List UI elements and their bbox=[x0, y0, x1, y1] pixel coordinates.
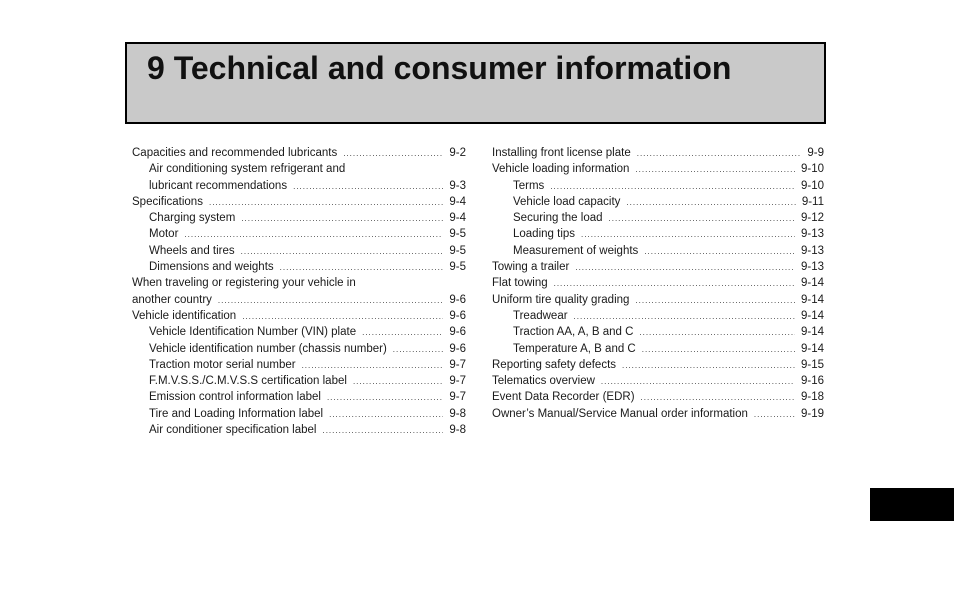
toc-leader-dots bbox=[635, 293, 795, 309]
toc-leader-dots bbox=[353, 374, 443, 390]
toc-leader-dots bbox=[639, 325, 795, 341]
toc-entry-label: Dimensions and weights bbox=[149, 261, 274, 274]
toc-entry-label: F.M.V.S.S./C.M.V.S.S certification label bbox=[149, 375, 347, 388]
toc-entry[interactable] bbox=[492, 357, 824, 373]
toc-entry-page: 9-12 bbox=[800, 212, 824, 225]
toc-entry-page: 9-16 bbox=[800, 375, 824, 388]
toc-entry-page: 9-6 bbox=[449, 309, 466, 322]
toc-entry-page: 9-5 bbox=[449, 244, 466, 257]
toc-entry[interactable] bbox=[132, 357, 466, 373]
toc-entry-label: Emission control information label bbox=[149, 391, 321, 404]
toc-leader-dots bbox=[242, 309, 443, 325]
toc-entry-label: Loading tips bbox=[513, 228, 576, 241]
toc-leader-dots bbox=[302, 358, 444, 374]
toc-leader-dots bbox=[280, 260, 444, 276]
toc-entry-page: 9-6 bbox=[449, 342, 466, 355]
toc-leader-dots bbox=[343, 146, 443, 162]
toc-entry[interactable] bbox=[132, 324, 466, 340]
toc-entry-page: 9-14 bbox=[800, 342, 824, 355]
toc-entry-label: Telematics overview bbox=[492, 375, 595, 388]
toc-leader-dots bbox=[293, 179, 443, 195]
toc-entry[interactable] bbox=[132, 292, 466, 308]
toc-entry-label: Owner’s Manual/Service Manual order information bbox=[492, 407, 748, 420]
toc-entry-page: 9-9 bbox=[807, 147, 824, 159]
toc-leader-dots bbox=[601, 374, 795, 390]
toc-entry-label: Towing a trailer bbox=[492, 261, 570, 274]
toc-leader-dots bbox=[642, 342, 795, 358]
toc-leader-dots bbox=[637, 146, 802, 162]
toc-entry[interactable] bbox=[492, 292, 824, 308]
toc-entry-page: 9-13 bbox=[800, 228, 824, 241]
toc-entry[interactable] bbox=[132, 145, 466, 161]
toc-entry-page: 9-18 bbox=[800, 391, 824, 404]
toc-leader-dots bbox=[575, 260, 795, 276]
toc-entry[interactable] bbox=[492, 275, 824, 291]
toc-entry[interactable] bbox=[492, 389, 824, 405]
toc-entry-label: Charging system bbox=[149, 212, 236, 225]
toc-entry-label: Installing front license plate bbox=[492, 147, 631, 159]
toc-entry-label: Reporting safety defects bbox=[492, 358, 617, 371]
toc-entry-label: Uniform tire quality grading bbox=[492, 293, 630, 306]
toc-entry[interactable] bbox=[132, 178, 466, 194]
toc-entry[interactable] bbox=[492, 178, 824, 194]
toc-entry[interactable] bbox=[132, 210, 466, 226]
toc-leader-dots bbox=[322, 423, 443, 439]
toc-leader-dots bbox=[581, 227, 795, 243]
toc-entry-label: Treadwear bbox=[513, 309, 568, 322]
chapter-header bbox=[125, 42, 826, 124]
toc-leader-dots bbox=[184, 227, 443, 243]
toc-entry[interactable] bbox=[492, 243, 824, 259]
toc-entry-label: Terms bbox=[513, 179, 545, 192]
toc-entry-label: another country bbox=[132, 293, 212, 306]
toc-leader-dots bbox=[644, 244, 795, 260]
toc-entry-label: Specifications bbox=[132, 195, 203, 208]
toc-entry-page: 9-4 bbox=[449, 195, 466, 208]
toc-entry-page: 9-14 bbox=[800, 326, 824, 339]
toc-entry[interactable] bbox=[132, 259, 466, 275]
toc-leader-dots bbox=[550, 179, 795, 195]
toc-entry-page: 9-10 bbox=[800, 179, 824, 192]
toc-entry-page: 9-14 bbox=[800, 293, 824, 306]
toc-entry-page: 9-8 bbox=[449, 407, 466, 420]
toc-entry-label: Vehicle load capacity bbox=[513, 195, 621, 208]
toc-leader-dots bbox=[329, 407, 443, 423]
toc-entry-page: 9-19 bbox=[800, 407, 824, 420]
toc-leader-dots bbox=[209, 195, 443, 211]
toc-entry-page: 9-7 bbox=[449, 358, 466, 371]
toc-entry-page: 9-5 bbox=[449, 261, 466, 274]
toc-entry-page: 9-5 bbox=[449, 228, 466, 241]
toc-entry-page: 9-13 bbox=[800, 261, 824, 274]
toc-entry[interactable] bbox=[132, 194, 466, 210]
toc-leader-dots bbox=[754, 407, 795, 423]
toc-entry-label: Tire and Loading Information label bbox=[149, 407, 324, 420]
toc-leader-dots bbox=[362, 325, 443, 341]
toc-entry-label: Traction motor serial number bbox=[149, 358, 296, 371]
toc-entry-page: 9-6 bbox=[449, 293, 466, 306]
toc-entry[interactable] bbox=[132, 308, 466, 324]
toc-entry-page: 9-15 bbox=[800, 358, 824, 371]
toc-entry-page: 9-8 bbox=[449, 424, 466, 437]
toc-entry[interactable] bbox=[492, 145, 824, 161]
toc-entry[interactable] bbox=[492, 210, 824, 226]
toc-entry[interactable] bbox=[492, 324, 824, 340]
toc-entry-label: Temperature A, B and C bbox=[513, 342, 636, 355]
toc-entry-label: lubricant recommendations bbox=[149, 179, 288, 192]
chapter-side-tab bbox=[870, 488, 954, 521]
toc-entry-page: 9-13 bbox=[800, 244, 824, 257]
toc-entry[interactable] bbox=[132, 243, 466, 259]
toc-entry-page: 9-7 bbox=[449, 391, 466, 404]
toc-leader-dots bbox=[641, 390, 795, 406]
toc-entry-page: 9-14 bbox=[800, 309, 824, 322]
toc-entry-label: Wheels and tires bbox=[149, 244, 235, 257]
toc-entry-page: 9-11 bbox=[801, 195, 824, 208]
toc-entry-label: Capacities and recommended lubricants bbox=[132, 147, 338, 159]
toc-entry[interactable] bbox=[492, 259, 824, 275]
toc-entry[interactable] bbox=[132, 422, 466, 438]
toc-leader-dots bbox=[609, 211, 795, 227]
toc-entry-label: When traveling or registering your vehicle in bbox=[132, 277, 356, 290]
toc-entry-page: 9-2 bbox=[449, 147, 466, 159]
toc-leader-dots bbox=[218, 293, 443, 309]
toc-entry[interactable] bbox=[132, 226, 466, 242]
toc-entry-label: Vehicle Identification Number (VIN) plate bbox=[149, 326, 357, 339]
toc-leader-dots bbox=[241, 244, 444, 260]
toc-leader-dots bbox=[554, 276, 795, 292]
toc-leader-dots bbox=[393, 342, 444, 358]
toc-entry[interactable] bbox=[492, 194, 824, 210]
toc-entry[interactable] bbox=[492, 406, 824, 422]
toc-entry-page: 9-4 bbox=[449, 212, 466, 225]
toc-entry[interactable] bbox=[132, 406, 466, 422]
toc-entry-page: 9-10 bbox=[800, 163, 824, 176]
toc-entry[interactable] bbox=[492, 226, 824, 242]
toc-leader-dots bbox=[622, 358, 795, 374]
toc-entry-label: Event Data Recorder (EDR) bbox=[492, 391, 635, 404]
toc-entry[interactable] bbox=[492, 341, 824, 357]
toc-entry[interactable] bbox=[132, 389, 466, 405]
toc-entry[interactable] bbox=[132, 275, 466, 291]
toc-entry-label: Vehicle identification bbox=[132, 309, 237, 322]
toc-entry-label: Flat towing bbox=[492, 277, 548, 290]
toc-entry-label: Motor bbox=[149, 228, 179, 241]
toc-left-column bbox=[132, 145, 466, 438]
toc-entry-label: Air conditioning system refrigerant and bbox=[149, 163, 346, 176]
toc-entry-label: Vehicle loading information bbox=[492, 163, 630, 176]
toc-entry[interactable] bbox=[132, 373, 466, 389]
toc-leader-dots bbox=[635, 162, 795, 178]
chapter-title: 9 Technical and consumer information bbox=[147, 50, 732, 86]
toc-right-column bbox=[492, 145, 824, 422]
toc-leader-dots bbox=[241, 211, 443, 227]
toc-leader-dots bbox=[626, 195, 795, 211]
toc-entry-label: Securing the load bbox=[513, 212, 603, 225]
toc-entry-page: 9-3 bbox=[449, 179, 466, 192]
toc-entry-label: Vehicle identification number (chassis number) bbox=[149, 342, 387, 355]
toc-entry-label: Measurement of weights bbox=[513, 244, 639, 257]
toc-leader-dots bbox=[574, 309, 795, 325]
toc-entry-label: Air conditioner specification label bbox=[149, 424, 317, 437]
toc-entry-page: 9-6 bbox=[449, 326, 466, 339]
toc-entry[interactable] bbox=[492, 161, 824, 177]
toc-leader-dots bbox=[327, 390, 443, 406]
toc-entry-page: 9-7 bbox=[449, 375, 466, 388]
toc-entry-page: 9-14 bbox=[800, 277, 824, 290]
toc-entry-label: Traction AA, A, B and C bbox=[513, 326, 634, 339]
toc-entry[interactable] bbox=[492, 308, 824, 324]
toc-entry[interactable] bbox=[492, 373, 824, 389]
toc-entry[interactable] bbox=[132, 161, 466, 177]
toc-entry[interactable] bbox=[132, 341, 466, 357]
